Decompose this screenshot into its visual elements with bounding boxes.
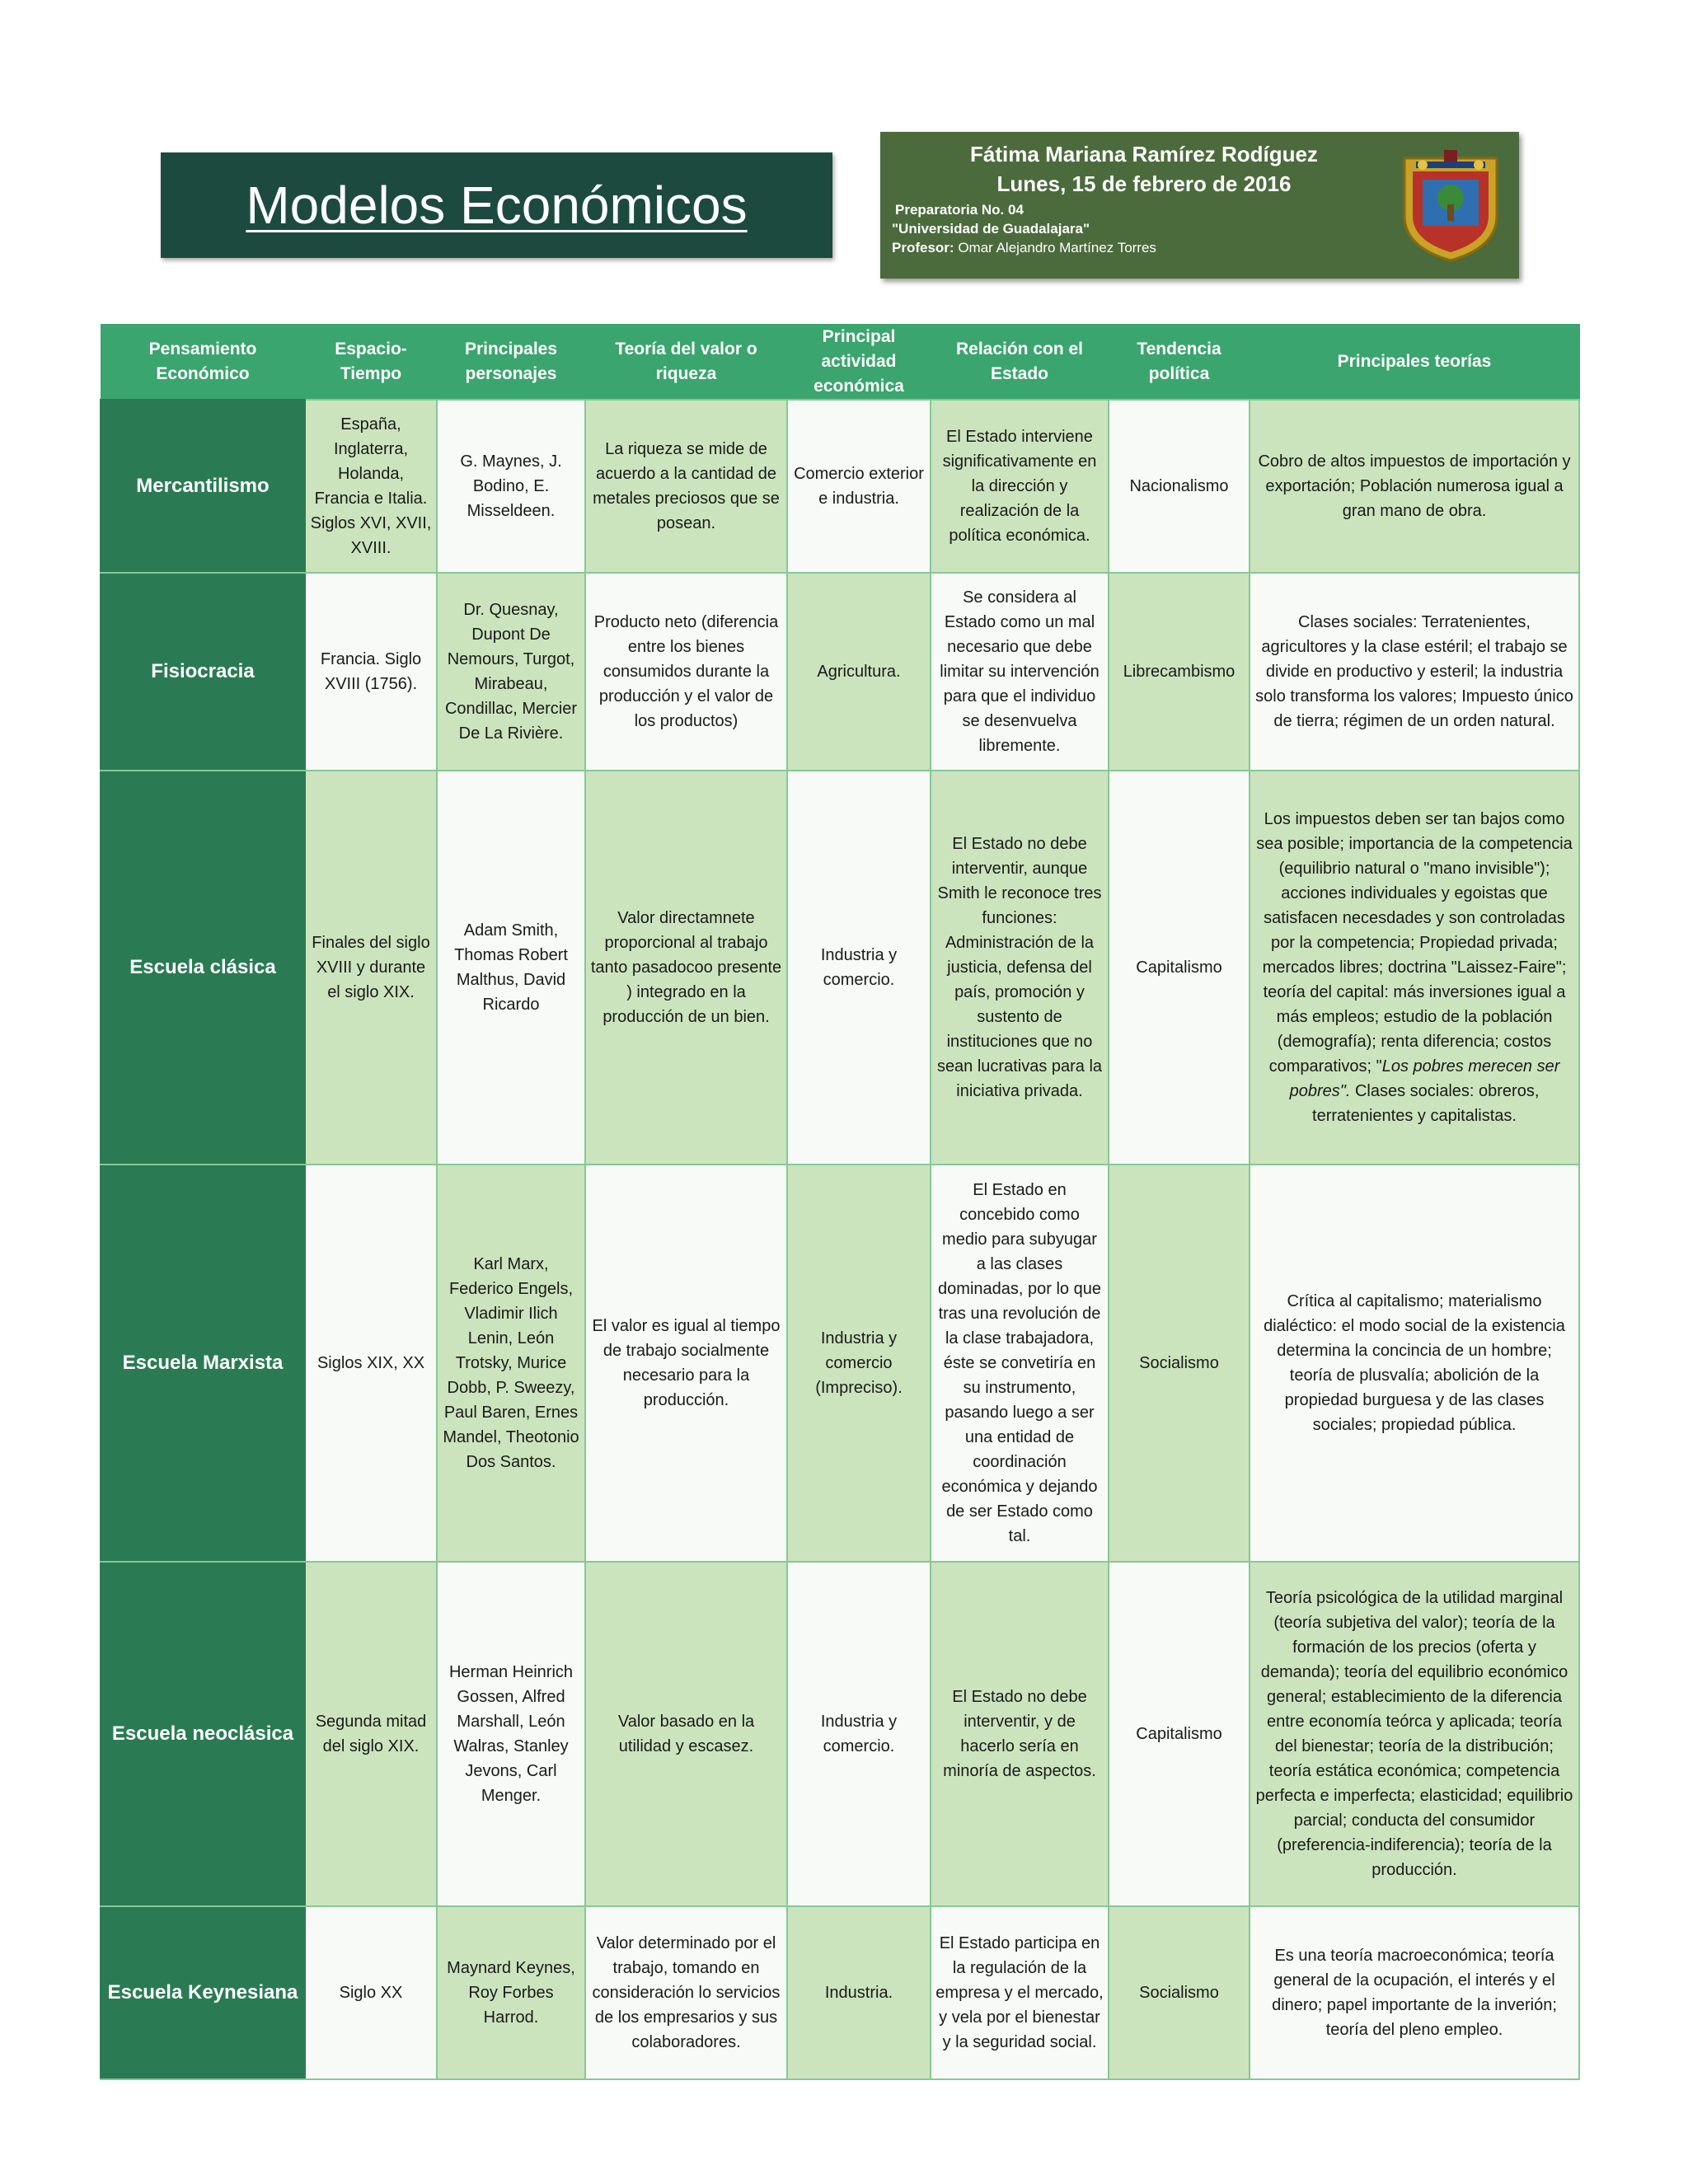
- cell-tendencia: Capitalismo: [1109, 771, 1250, 1165]
- cell-estado: Se considera al Estado como un mal necesario que debe limitar su intervención para que el individuo se desenvuelva libremente.: [931, 573, 1109, 771]
- table-header-row: [101, 325, 1579, 401]
- document-date: Lunes, 15 de febrero de 2016: [996, 171, 1292, 196]
- cell-estado: El Estado no debe interventir, aunque Smith le reconoce tres funciones: Administración de la justicia, defensa del país, promoción y sustento de instituciones que no sean lucrativas para la iniciativa privada.: [931, 771, 1109, 1165]
- cell-actividad: Industria y comercio.: [787, 771, 931, 1165]
- row-name: Mercantilismo: [101, 400, 305, 573]
- cell-valor: El valor es igual al tiempo de trabajo socialmente necesario para la producción.: [585, 1165, 787, 1562]
- cell-tendencia: Socialismo: [1109, 1906, 1250, 2079]
- row-name: Escuela Marxista: [101, 1165, 305, 1562]
- page-title: Modelos Económicos: [246, 176, 748, 235]
- row-name: Fisiocracia: [101, 573, 305, 771]
- cell-teorias: Clases sociales: Terratenientes, agricultores y la clase estéril; el trabajo se divide en productivo y esteril; la industria solo transforma los valores; Impuesto único de tierra; régimen de un orden natural.: [1250, 573, 1579, 771]
- header-pensamiento: Pensamiento Económico: [101, 325, 305, 401]
- header-espacio-tiempo: Espacio-Tiempo: [305, 325, 437, 401]
- teorias-italic-quote: Los pobres merecen ser pobres".: [1289, 1057, 1560, 1100]
- header-actividad: Principal actividad económica: [787, 325, 931, 401]
- cell-teorias: Teoría psicológica de la utilidad marginal (teoría subjetiva del valor); teoría de la formación de los precios (oferta y demanda); teoría del equilibrio económico general; establecimiento de la diferencia entre economía teórca y aplicada; teoría del bienestar; teoría de la distribución; teoría estática económica; competencia perfecta e imperfecta; elasticidad; equilibrio parcial; conducta del consumidor (preferencia-indiferencia); teoría de la producción.: [1250, 1562, 1579, 1906]
- row-name: Escuela clásica: [101, 771, 305, 1165]
- table-row-mercantilismo: [101, 400, 1579, 573]
- professor-name: Omar Alejandro Martínez Torres: [958, 240, 1156, 255]
- cell-valor: Valor determinado por el trabajo, tomando en consideración lo servicios de los empresarios y sus colaboradores.: [585, 1906, 787, 2079]
- cell-teorias: Crítica al capitalismo; materialismo dialéctico: el modo social de la existencia determina la concincia de un hombre; teoría de plusvalía; abolición de la propiedad burguesa y de las clases sociales; propiedad pública.: [1250, 1165, 1579, 1562]
- row-name: Escuela Keynesiana: [101, 1906, 305, 2079]
- cell-espacio: Siglos XIX, XX: [305, 1165, 437, 1562]
- cell-espacio: Segunda mitad del siglo XIX.: [305, 1562, 437, 1906]
- header-teorias: Principales teorías: [1250, 325, 1579, 401]
- cell-estado: El Estado interviene significativamente en la dirección y realización de la política económica.: [931, 400, 1109, 573]
- cell-tendencia: Nacionalismo: [1109, 400, 1250, 573]
- cell-estado: El Estado participa en la regulación de la empresa y el mercado, y vela por el bienestar y la seguridad social.: [931, 1906, 1109, 2079]
- cell-espacio: Francia. Siglo XVIII (1756).: [305, 573, 437, 771]
- cell-espacio: Finales del siglo XVIII y durante el siglo XIX.: [305, 771, 437, 1165]
- cell-espacio: Siglo XX: [305, 1906, 437, 2079]
- cell-actividad: Industria.: [787, 1906, 931, 2079]
- author-info-box: [880, 132, 1519, 279]
- cell-teorias: [1250, 771, 1579, 1165]
- cell-tendencia: Capitalismo: [1109, 1562, 1250, 1906]
- cell-personajes: Dr. Quesnay, Dupont De Nemours, Turgot, Mirabeau, Condillac, Mercier De La Rivière.: [437, 573, 585, 771]
- cell-tendencia: Socialismo: [1109, 1165, 1250, 1562]
- cell-tendencia: Librecambismo: [1109, 573, 1250, 771]
- cell-actividad: Comercio exterior e industria.: [787, 400, 931, 573]
- title-banner: [161, 152, 832, 258]
- cell-valor: La riqueza se mide de acuerdo a la cantidad de metales preciosos que se posean.: [585, 400, 787, 573]
- cell-espacio: España, Inglaterra, Holanda, Francia e Italia. Siglos XVI, XVII, XVIII.: [305, 400, 437, 573]
- header-relacion-estado: Relación con el Estado: [931, 325, 1109, 401]
- table-row-escuela-keynesiana: [101, 1906, 1579, 2079]
- table-row-fisiocracia: [101, 573, 1579, 771]
- cell-personajes: Karl Marx, Federico Engels, Vladimir Ilich Lenin, León Trotsky, Murice Dobb, P. Sweezy, Paul Baren, Ernes Mandel, Theotonio Dos Santos.: [437, 1165, 585, 1562]
- teorias-text: Los impuestos deben ser tan bajos como sea posible; importancia de la competencia (equilibrio natural o "mano invisible"); acciones individuales y egoistas que satisfacen necesdades y son controladas por la competencia; Propiedad privada; mercados libres; doctrina "Laissez-Faire"; teoría del capital: más inversiones igual a más empleos; estudio de la población (demografía); renta diferencia; costos comparativos; ": [1256, 810, 1573, 1076]
- university-crest-icon: [1398, 147, 1503, 264]
- cell-estado: El Estado no debe interventir, y de hacerlo sería en minoría de aspectos.: [931, 1562, 1109, 1906]
- header-personajes: Principales personajes: [437, 325, 585, 401]
- header-tendencia: Tendencia política: [1109, 325, 1250, 401]
- cell-actividad: Agricultura.: [787, 573, 931, 771]
- cell-actividad: Industria y comercio (Impreciso).: [787, 1165, 931, 1562]
- table-row-escuela-marxista: [101, 1165, 1579, 1562]
- cell-actividad: Industria y comercio.: [787, 1562, 931, 1906]
- cell-valor: Producto neto (diferencia entre los bienes consumidos durante la producción y el valor de los productos): [585, 573, 787, 771]
- cell-personajes: G. Maynes, J. Bodino, E. Misseldeen.: [437, 400, 585, 573]
- professor-label: Profesor:: [892, 240, 954, 255]
- teorias-text-end: Clases sociales: obreros, terratenientes y capitalistas.: [1312, 1082, 1540, 1125]
- cell-valor: Valor directamnete proporcional al trabajo tanto pasadocoo presente ) integrado en la producción de un bien.: [585, 771, 787, 1165]
- cell-teorias: Cobro de altos impuestos de importación y exportación; Población numerosa igual a gran mano de obra.: [1250, 400, 1579, 573]
- cell-personajes: Maynard Keynes, Roy Forbes Harrod.: [437, 1906, 585, 2079]
- author-name: Fátima Mariana Ramírez Rodíguez: [970, 142, 1318, 166]
- cell-teorias: Es una teoría macroeconómica; teoría general de la ocupación, el interés y el dinero; papel importante de la inverión; teoría del pleno empleo.: [1250, 1906, 1579, 2079]
- cell-personajes: Herman Heinrich Gossen, Alfred Marshall, León Walras, Stanley Jevons, Carl Menger.: [437, 1562, 585, 1906]
- table-row-escuela-neoclasica: [101, 1562, 1579, 1906]
- professor-line: [892, 240, 1156, 256]
- row-name: Escuela neoclásica: [101, 1562, 305, 1906]
- school-name: Preparatoria No. 04: [895, 202, 1024, 218]
- header-teoria-valor: Teoría del valor o riqueza: [585, 325, 787, 401]
- cell-estado: El Estado en concebido como medio para subyugar a las clases dominadas, por lo que tras una revolución de la clase trabajadora, éste se convetiría en su instrumento, pasando luego a ser una entidad de coordinación económica y dejando de ser Estado como tal.: [931, 1165, 1109, 1562]
- economic-models-table: [100, 324, 1580, 2080]
- table-row-escuela-clasica: [101, 771, 1579, 1165]
- university-name: "Universidad de Guadalajara": [892, 221, 1090, 237]
- cell-valor: Valor basado en la utilidad y escasez.: [585, 1562, 787, 1906]
- cell-personajes: Adam Smith, Thomas Robert Malthus, David Ricardo: [437, 771, 585, 1165]
